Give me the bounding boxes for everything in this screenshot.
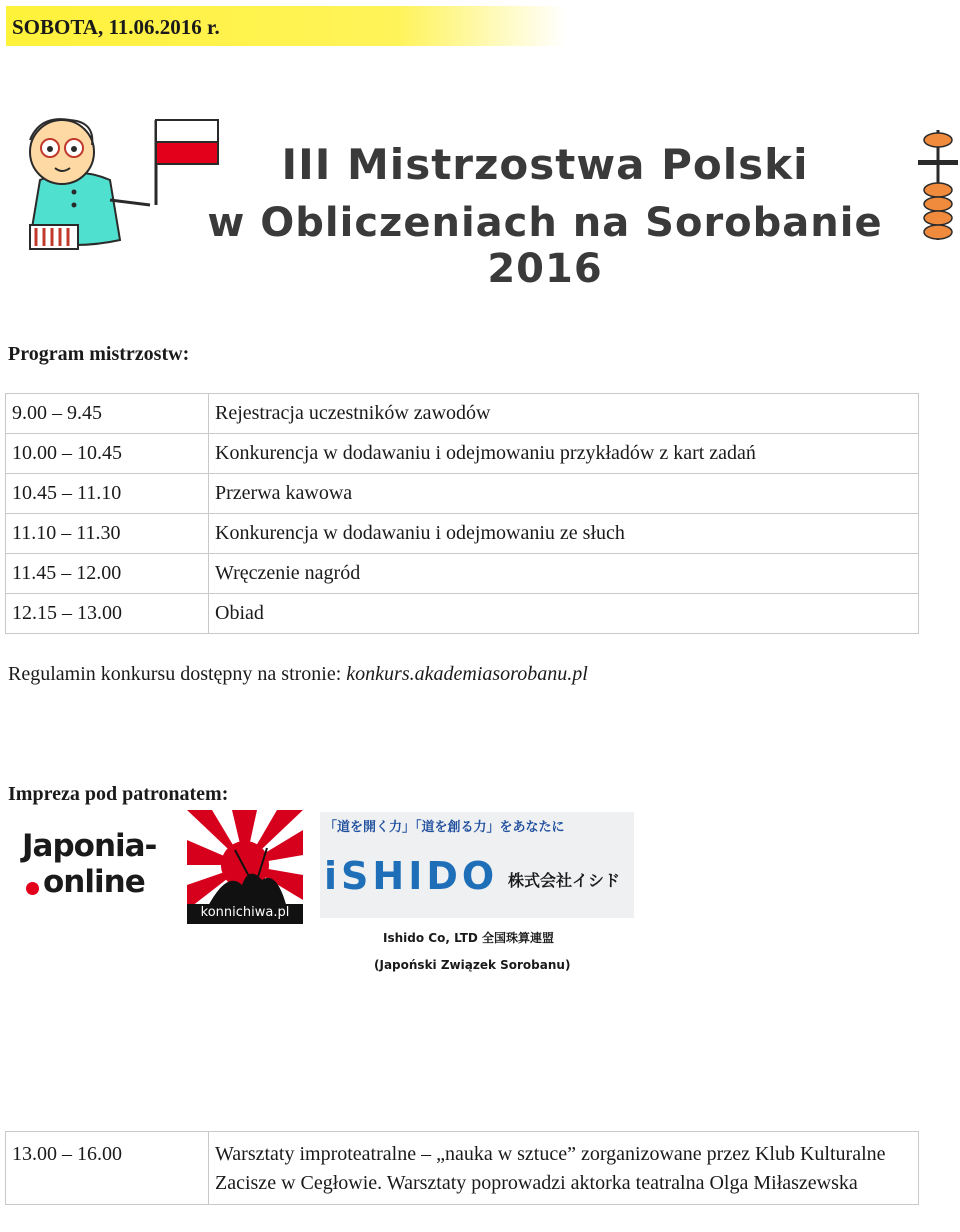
japonia-logo-line1: Japonia-: [22, 828, 157, 864]
schedule-event: Konkurencja w dodawaniu i odejmowaniu przykładów z kart zadań: [209, 434, 919, 474]
ishido-caption-2: (Japoński Związek Sorobanu): [374, 958, 571, 972]
schedule-time: 12.15 – 13.00: [6, 594, 209, 634]
table-row: [6, 1132, 919, 1205]
ishido-tagline: 「道を開く力」「道を創る力」をあなたに: [324, 820, 565, 835]
schedule-event: Przerwa kawowa: [209, 474, 919, 514]
ishido-logo[interactable]: [320, 812, 634, 918]
ishido-brand: iSHIDO: [324, 854, 499, 898]
date-text: SOBOTA, 11.06.2016 r.: [12, 15, 220, 39]
schedule-time: 10.00 – 10.45: [6, 434, 209, 474]
ishido-company-jp: 株式会社イシド: [508, 871, 621, 890]
event-title-line1: III Mistrzostwa Polski: [281, 140, 809, 189]
ishido-caption-1: Ishido Co, LTD 全国珠算連盟: [383, 931, 555, 945]
schedule-table: [5, 393, 919, 634]
character-illustration: [30, 119, 150, 249]
table-row: [6, 514, 919, 554]
date-banner: [6, 6, 566, 46]
table-row: [6, 554, 919, 594]
schedule-time: 11.45 – 12.00: [6, 554, 209, 594]
table-row: [6, 434, 919, 474]
konnichiwa-logo[interactable]: [187, 810, 303, 924]
workshop-table: [5, 1131, 919, 1205]
table-row: [6, 594, 919, 634]
soroban-icon: [918, 130, 958, 240]
schedule-time: 10.45 – 11.10: [6, 474, 209, 514]
schedule-event: Rejestracja uczestników zawodów: [209, 394, 919, 434]
konnichiwa-label: konnichiwa.pl: [200, 905, 290, 920]
program-heading: Program mistrzostw:: [8, 343, 190, 365]
japonia-online-logo[interactable]: [22, 828, 162, 904]
japonia-logo-line2: online: [43, 864, 145, 900]
schedule-time: 9.00 – 9.45: [6, 394, 209, 434]
schedule-event: Obiad: [209, 594, 919, 634]
regulamin-note: [8, 663, 588, 686]
table-row: [6, 474, 919, 514]
event-title-line2: w Obliczeniach na Sorobanie 2016: [207, 200, 883, 292]
workshop-time: 13.00 – 16.00: [6, 1132, 209, 1205]
regulamin-link[interactable]: konkurs.akademiasorobanu.pl: [346, 663, 588, 685]
schedule-event: Wręczenie nagród: [209, 554, 919, 594]
japonia-logo-dot-icon: [26, 882, 39, 895]
schedule-event: Konkurencja w dodawaniu i odejmowaniu ze słuch: [209, 514, 919, 554]
schedule-time: 11.10 – 11.30: [6, 514, 209, 554]
table-row: [6, 394, 919, 434]
patronage-heading: Impreza pod patronatem:: [8, 783, 229, 805]
workshop-description: Warsztaty improteatralne – „nauka w sztuce” zorganizowane przez Klub Kulturalne Zacisze w Cegłowie. Warsztaty poprowadzi aktorka teatralna Olga Miłaszewska: [209, 1132, 919, 1205]
regulamin-text: Regulamin konkursu dostępny na stronie:: [8, 663, 347, 685]
